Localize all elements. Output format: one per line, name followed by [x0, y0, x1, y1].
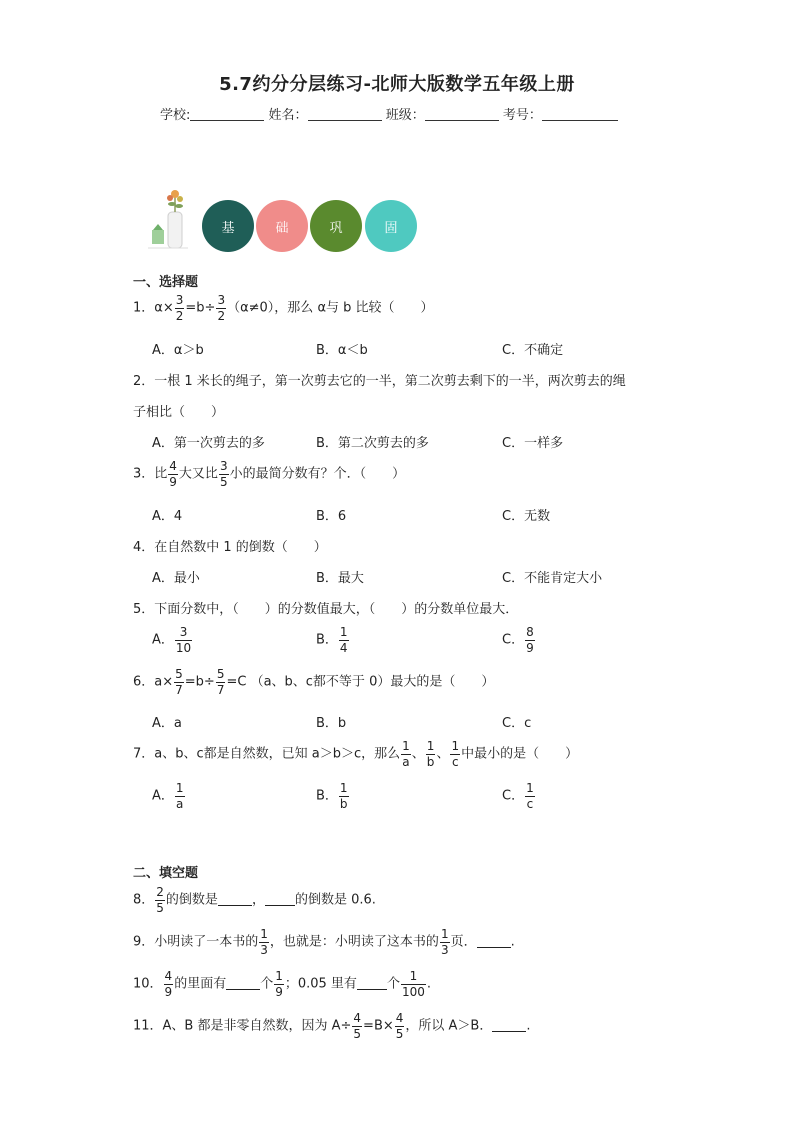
question-2-line1: 2．一根 1 米长的绳子，第一次剪去它的一半，第二次剪去剩下的一半，两次剪去的绳: [133, 374, 626, 389]
banner-circle-1: 基: [202, 200, 254, 252]
fraction: $\frac{1}{a}$: [175, 781, 184, 811]
q2-option-b[interactable]: B．第二次剪去的多: [316, 436, 429, 451]
q1-option-b[interactable]: B．α＜b: [316, 343, 368, 358]
fraction: $\frac{3}{5}$: [219, 459, 228, 489]
q5-option-a[interactable]: A． $\frac{3}{10}$: [152, 625, 192, 655]
section-heading-fill: 二、填空题: [133, 866, 199, 881]
answer-blank[interactable]: [265, 893, 295, 906]
fraction: $\frac{1}{4}$: [339, 625, 348, 655]
fraction: $\frac{3}{2}$: [175, 293, 184, 323]
fraction: $\frac{1}{3}$: [440, 927, 449, 957]
name-label: 姓名：: [268, 108, 308, 123]
fraction: $\frac{4}{5}$: [353, 1011, 362, 1041]
fraction: $\frac{5}{7}$: [175, 667, 183, 697]
question-4: 4．在自然数中 1 的倒数（ ）: [133, 540, 327, 555]
question-8: 8． $\frac{2}{5}$ 的倒数是 ， 的倒数是 0.6.: [133, 885, 376, 915]
answer-blank[interactable]: [218, 893, 252, 906]
question-11: 11．A、B 都是非零自然数，因为 A÷ $\frac{4}{5}$ =B× $\frac{4}{5}$ ，所以 A＞B． .: [133, 1011, 531, 1041]
fraction: $\frac{2}{5}$: [156, 885, 164, 915]
fraction: $\frac{4}{9}$: [169, 459, 177, 489]
answer-blank[interactable]: [477, 935, 511, 948]
class-label: 班级：: [385, 108, 425, 123]
fraction: $\frac{1}{100}$: [401, 969, 425, 999]
banner-circle-2: 础: [256, 200, 308, 252]
q5-option-c[interactable]: C． $\frac{8}{9}$: [502, 625, 534, 655]
fraction: $\frac{1}{3}$: [260, 927, 268, 957]
question-9: 9．小明读了一本书的 $\frac{1}{3}$ ，也就是：小明读了这本书的 $\frac{1}{3}$ 页． .: [133, 927, 515, 957]
fraction: $\frac{1}{9}$: [275, 969, 283, 999]
q7-option-c[interactable]: C． $\frac{1}{c}$: [502, 781, 534, 811]
q5-option-b[interactable]: B． $\frac{1}{4}$: [316, 625, 348, 655]
fraction: $\frac{4}{9}$: [164, 969, 173, 999]
q4-option-a[interactable]: A．最小: [152, 571, 200, 586]
q2-option-c[interactable]: C．一样多: [502, 436, 564, 451]
plant-vase-icon: [148, 186, 196, 252]
fraction: $\frac{1}{c}$: [526, 781, 534, 811]
fraction: $\frac{3}{2}$: [217, 293, 226, 323]
q3-option-c[interactable]: C．无数: [502, 509, 551, 524]
question-10: 10． $\frac{4}{9}$ 的里面有 个 $\frac{1}{9}$ ；0.05 里有 个 $\frac{1}{100}$ .: [133, 969, 431, 999]
fraction: $\frac{4}{5}$: [395, 1011, 404, 1041]
q1-option-c[interactable]: C．不确定: [502, 343, 564, 358]
question-5: 5．下面分数中，（ ）的分数值最大，（ ）的分数单位最大．: [133, 602, 519, 617]
question-6: 6．a× $\frac{5}{7}$ =b÷ $\frac{5}{7}$ =C （a、b、c都不等于 0）最大的是（ ）: [133, 667, 495, 697]
q7-option-b[interactable]: B． $\frac{1}{b}$: [316, 781, 348, 811]
q6-option-b[interactable]: B．b: [316, 716, 347, 731]
name-blank[interactable]: [308, 106, 382, 121]
q4-option-b[interactable]: B．最大: [316, 571, 364, 586]
q2-option-a[interactable]: A．第一次剪去的多: [152, 436, 265, 451]
question-2-line2: 子相比（ ）: [133, 405, 225, 420]
student-info-line: [160, 104, 618, 123]
page-title: 5.7约分分层练习-北师大版数学五年级上册: [219, 74, 575, 95]
class-blank[interactable]: [425, 106, 499, 121]
fraction: $\frac{8}{9}$: [526, 625, 534, 655]
fraction: $\frac{1}{b}$: [339, 781, 348, 811]
answer-blank[interactable]: [226, 977, 260, 990]
question-7: 7．a、b、c都是自然数，已知 a＞b＞c，那么 $\frac{1}{a}$ 、 $\frac{1}{b}$ 、 $\frac{1}{c}$ 中最小的是（ ）: [133, 739, 579, 769]
banner-circle-4: 固: [365, 200, 417, 252]
fraction: $\frac{5}{7}$: [216, 667, 225, 697]
fraction: $\frac{1}{b}$: [426, 739, 435, 769]
answer-blank[interactable]: [357, 977, 387, 990]
q4-option-c[interactable]: C．不能肯定大小: [502, 571, 603, 586]
school-label: 学校:: [160, 108, 191, 123]
question-3: 3．比 $\frac{4}{9}$ 大又比 $\frac{3}{5}$ 小的最简分数有？个．（ ）: [133, 459, 406, 489]
fraction: $\frac{3}{10}$: [175, 625, 192, 655]
q6-option-c[interactable]: C．c: [502, 716, 532, 731]
section-heading-choice: 一、选择题: [133, 275, 199, 290]
banner-circle-3: 巩: [310, 200, 362, 252]
q6-option-a[interactable]: A．a: [152, 716, 182, 731]
q3-option-a[interactable]: A．4: [152, 509, 183, 524]
q3-option-b[interactable]: B．6: [316, 509, 347, 524]
question-1: 1．α× $\frac{3}{2}$ =b÷ $\frac{3}{2}$ （α≠0），那么 α与 b 比较（ ）: [133, 293, 434, 323]
fraction: $\frac{1}{a}$: [402, 739, 410, 769]
fraction: $\frac{1}{c}$: [451, 739, 460, 769]
exam-no-blank[interactable]: [542, 106, 618, 121]
q7-option-a[interactable]: A． $\frac{1}{a}$: [152, 781, 184, 811]
q1-option-a[interactable]: A．α＞b: [152, 343, 204, 358]
school-blank[interactable]: [190, 106, 264, 121]
exam-no-label: 考号：: [502, 108, 542, 123]
answer-blank[interactable]: [492, 1019, 526, 1032]
